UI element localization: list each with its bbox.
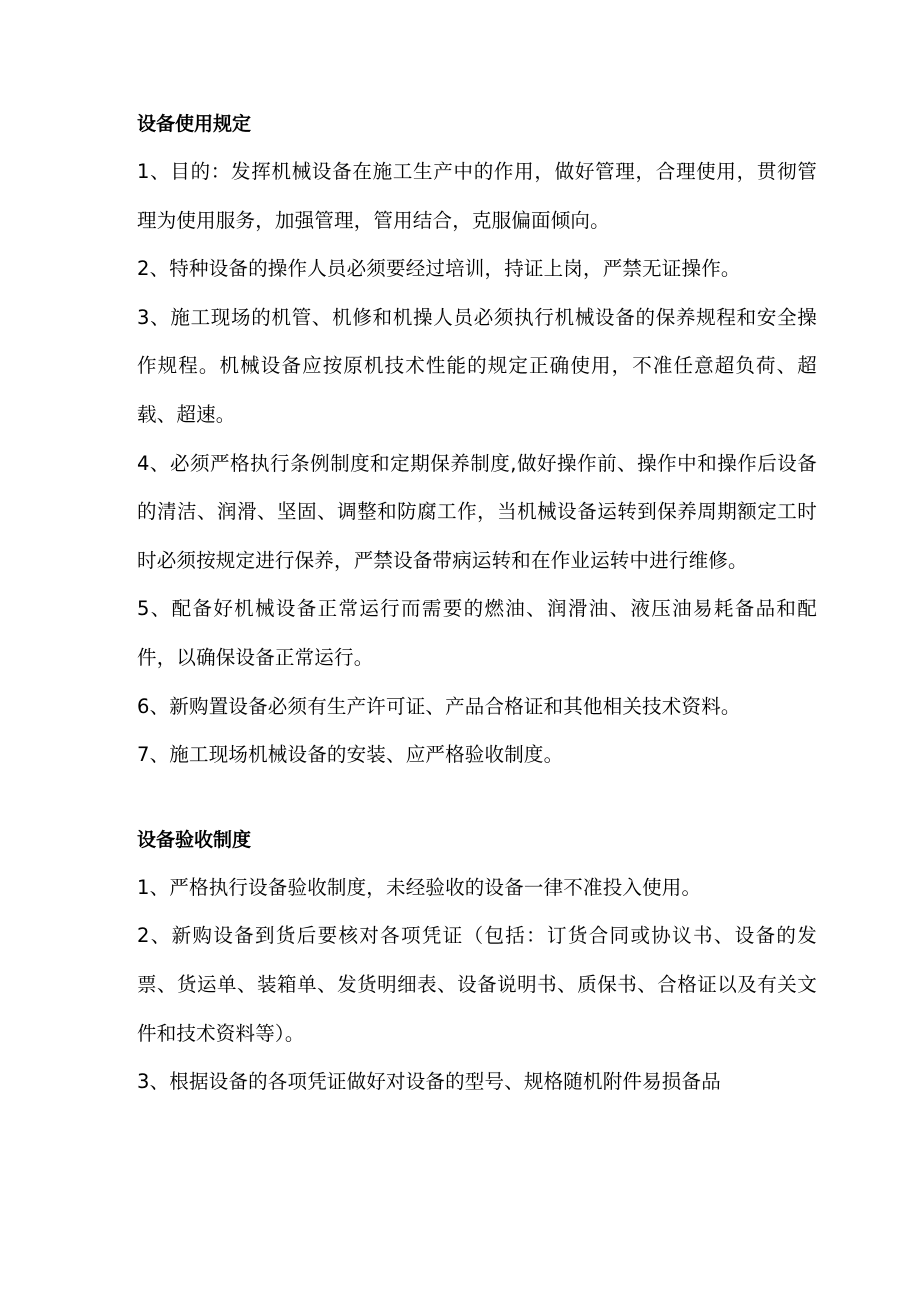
paragraph-item: 2、新购设备到货后要核对各项凭证（包括：订货合同或协议书、设备的发票、货运单、装箱单、发货明细表、设备说明书、质保书、合格证以及有关文件和技术资料等）。 bbox=[137, 924, 817, 1045]
paragraph-item: 4、必须严格执行条例制度和定期保养制度,做好操作前、操作中和操作后设备的清洁、润滑、坚固、调整和防腐工作，当机械设备运转到保养周期额定工时时必须按规定进行保养，严禁设备带病运转和在作业运转中进行维修。 bbox=[137, 451, 817, 572]
section-title-usage: 设备使用规定 bbox=[137, 113, 252, 135]
paragraph-item: 1、严格执行设备验收制度，未经验收的设备一律不准投入使用。 bbox=[137, 875, 702, 899]
paragraph-item: 3、根据设备的各项凭证做好对设备的型号、规格随机附件易损备品 bbox=[137, 1070, 721, 1094]
paragraph-item: 5、配备好机械设备正常运行而需要的燃油、润滑油、液压油易耗备品和配件，以确保设备正常运行。 bbox=[137, 597, 817, 669]
paragraph-item: 3、施工现场的机管、机修和机操人员必须执行机械设备的保养规程和安全操作规程。机械设备应按原机技术性能的规定正确使用，不准任意超负荷、超载、超速。 bbox=[137, 305, 817, 426]
paragraph-item: 6、新购置设备必须有生产许可证、产品合格证和其他相关技术资料。 bbox=[137, 694, 741, 718]
paragraph-item: 2、特种设备的操作人员必须要经过培训，持证上岗，严禁无证操作。 bbox=[137, 257, 741, 281]
paragraph-item: 1、目的：发挥机械设备在施工生产中的作用，做好管理，合理使用，贯彻管理为使用服务，加强管理，管用结合，克服偏面倾向。 bbox=[137, 160, 817, 232]
document-body bbox=[137, 112, 817, 1107]
paragraph-item: 7、施工现场机械设备的安装、应严格验收制度。 bbox=[137, 743, 564, 767]
section-equipment-acceptance bbox=[137, 828, 817, 1107]
section-spacer bbox=[137, 780, 817, 828]
section-equipment-usage bbox=[137, 112, 817, 780]
section-title-acceptance: 设备验收制度 bbox=[137, 828, 252, 851]
